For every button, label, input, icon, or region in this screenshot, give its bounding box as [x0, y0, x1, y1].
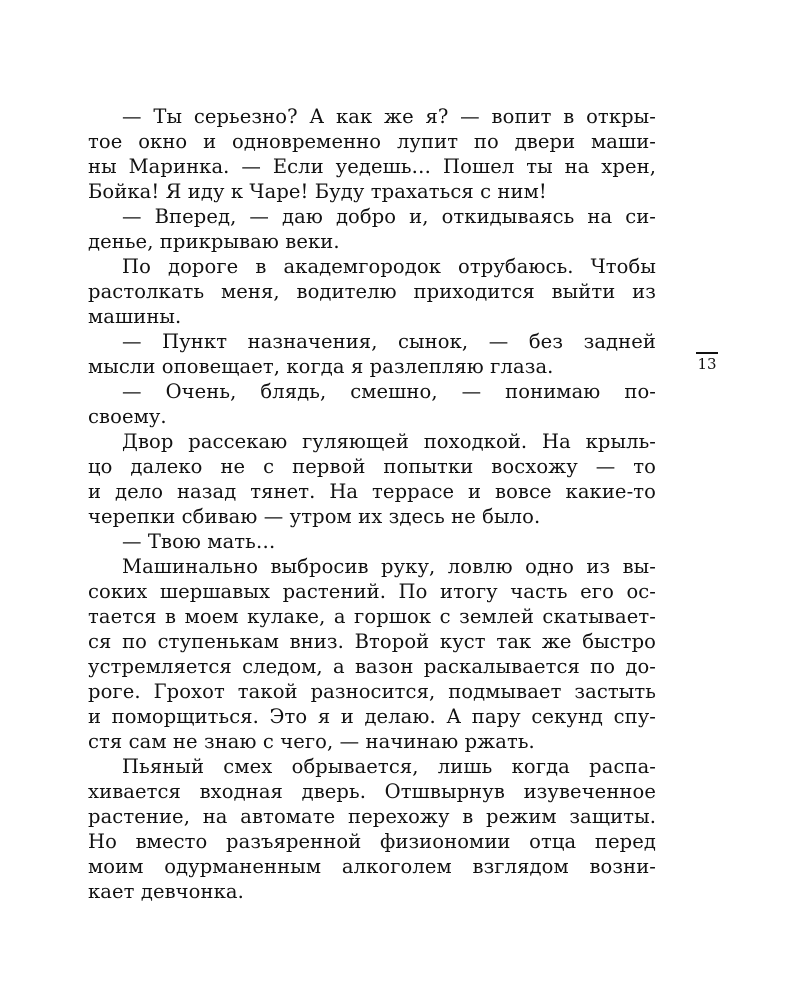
text-line: стя сам не знаю с чего, — начинаю ржать.	[88, 730, 535, 753]
text-line: хивается входная дверь. Отшвырнув изувеченное	[88, 780, 656, 803]
text-line: денье, прикрываю веки.	[88, 230, 340, 253]
text-line: соких шершавых растений. По итогу часть его ос-	[88, 580, 656, 603]
text-line: Машинально выбросив руку, ловлю одно из вы-	[122, 555, 656, 578]
text-line: и дело назад тянет. На террасе и вовсе какие-то	[88, 480, 656, 503]
text-line: Двор рассекаю гуляющей походкой. На крыль-	[122, 430, 656, 453]
text-line: моим одурманенным алкоголем взглядом возни-	[88, 855, 656, 878]
text-line: — Ты серьезно? А как же я? — вопит в откры-	[122, 105, 656, 128]
text-line: Но вместо разъяренной физиономии отца перед	[88, 830, 656, 853]
text-line: растение, на автомате перехожу в режим защиты.	[88, 805, 656, 828]
text-line: По дороге в академгородок отрубаюсь. Чтобы	[122, 255, 656, 278]
text-line: устремляется следом, а вазон раскалывается по до-	[88, 655, 656, 678]
text-line: — Пункт назначения, сынок, — без задней	[122, 330, 656, 353]
page-number	[696, 352, 718, 373]
text-line: и поморщиться. Это я и делаю. А пару секунд спу-	[88, 705, 656, 728]
text-line: кает девчонка.	[88, 880, 244, 903]
text-line: черепки сбиваю — утром их здесь не было.	[88, 505, 541, 528]
text-line: Пьяный смех обрывается, лишь когда распа-	[122, 755, 656, 778]
text-line: мысли оповещает, когда я разлепляю глаза.	[88, 355, 554, 378]
text-line: — Вперед, — даю добро и, откидываясь на си-	[122, 205, 656, 228]
text-line: — Твою мать…	[122, 530, 276, 553]
text-line: тое окно и одновременно лупит по двери маши-	[88, 130, 656, 153]
page-number-rule	[696, 352, 718, 354]
text-line: растолкать меня, водителю приходится выйти из	[88, 280, 656, 303]
text-line: роге. Грохот такой разносится, подмывает застыть	[88, 680, 656, 703]
text-line: — Очень, блядь, смешно, — понимаю по-	[122, 380, 656, 403]
text-line: цо далеко не с первой попытки восхожу — то	[88, 455, 656, 478]
text-line: ся по ступенькам вниз. Второй куст так же быстро	[88, 630, 656, 653]
text-line: Бойка! Я иду к Чаре! Буду трахаться с ним!	[88, 180, 547, 203]
body-text	[88, 104, 656, 904]
text-line: тается в моем кулаке, а горшок с землей скатывает-	[88, 605, 656, 628]
text-line: своему.	[88, 405, 167, 428]
text-line: ны Маринка. — Если уедешь… Пошел ты на хрен,	[88, 155, 656, 178]
text-line: машины.	[88, 305, 182, 328]
page-number-value: 13	[697, 354, 717, 373]
